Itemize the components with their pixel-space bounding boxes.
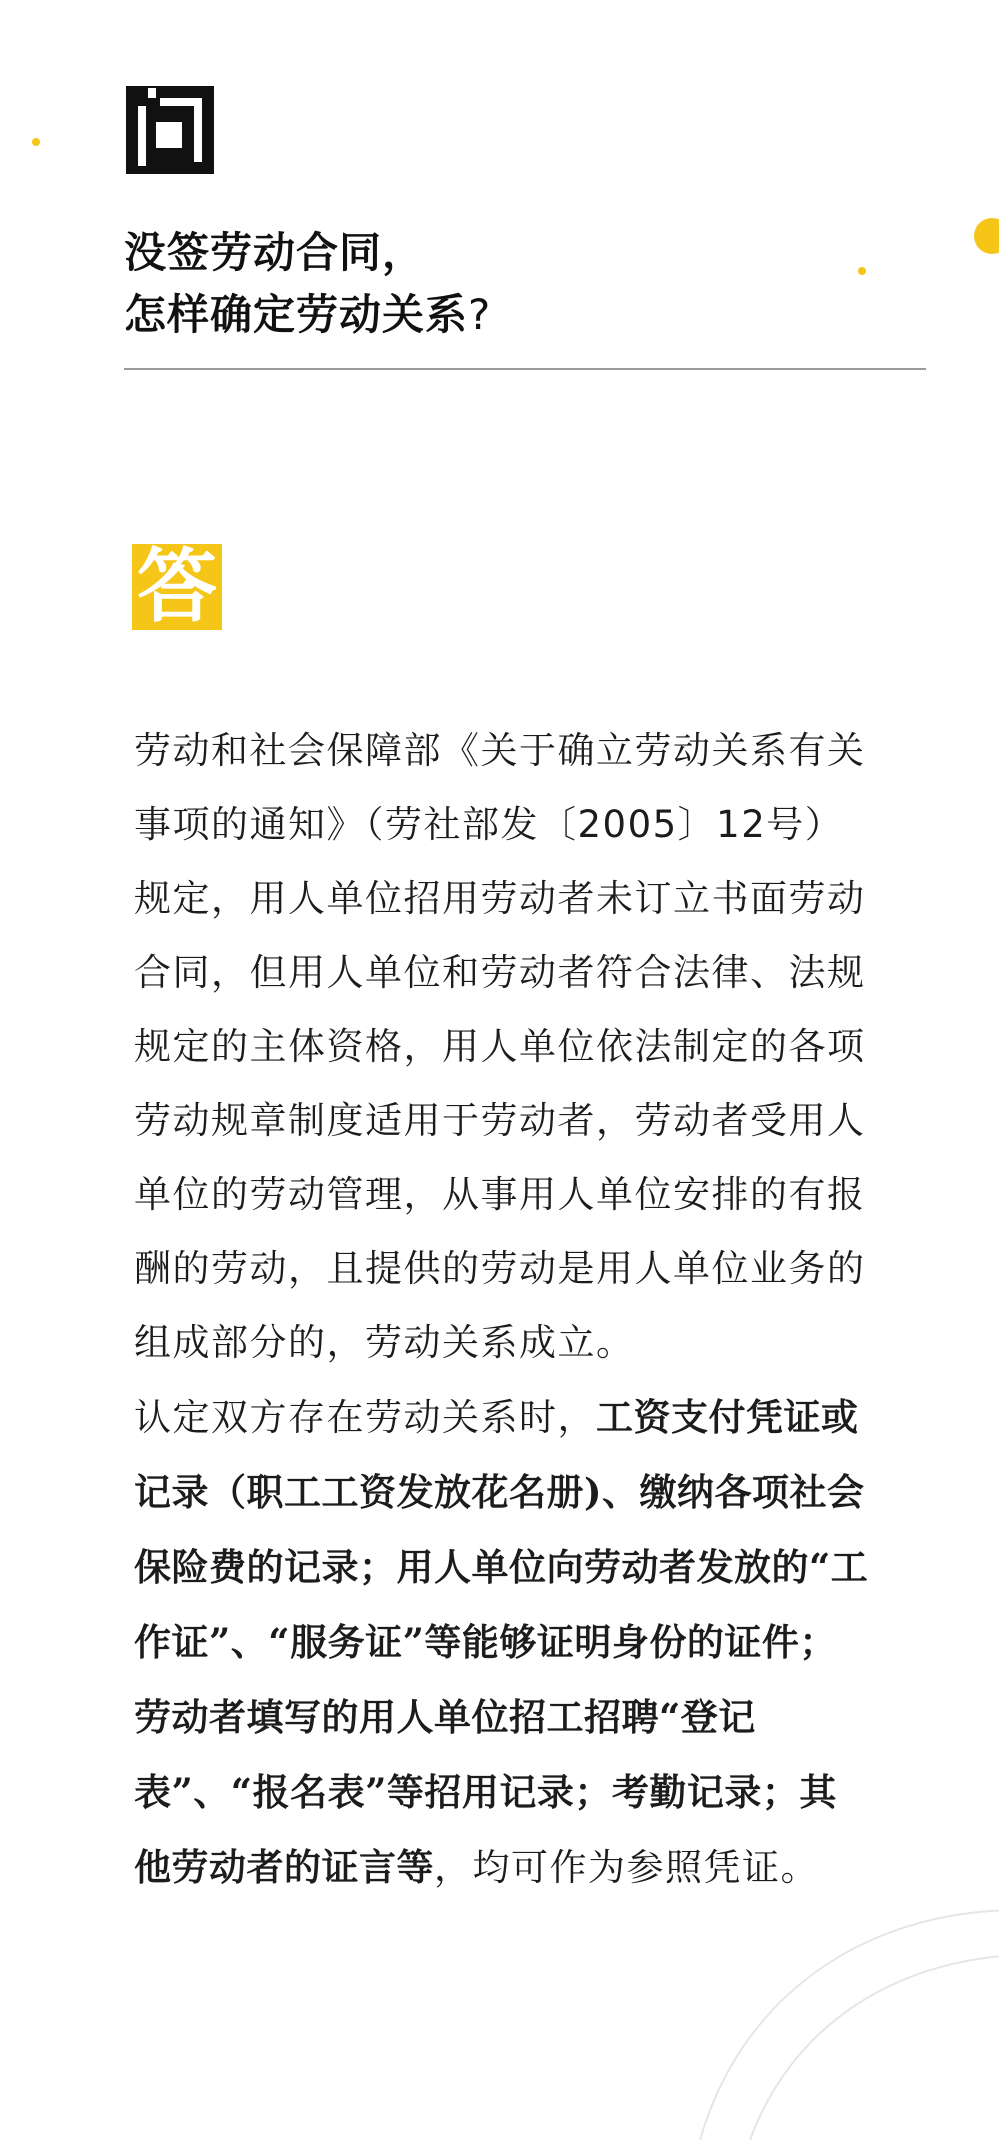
decorative-circle-right	[974, 218, 999, 254]
decorative-arc-lines	[680, 1880, 999, 2140]
answer-paragraph-2-outro: ，均可作为参照凭证。	[434, 1846, 819, 1889]
decorative-dot-left	[32, 138, 40, 146]
answer-paragraph-1: 劳动和社会保障部《关于确立劳动关系有关事项的通知》（劳社部发〔2005〕12号）规定，用人单位招用劳动者未订立书面劳动合同，但用人单位和劳动者符合法律、法规规定的主体资格，用人单位依法制定的各项劳动规章制度适用于劳动者，劳动者受用人单位的劳动管理，从事用人单位安排的有报酬的劳动，且提供的劳动是用人单位业务的组成部分的，劳动关系成立。	[134, 729, 866, 1364]
question-line-1: 没签劳动合同，	[124, 228, 426, 277]
question-title	[124, 222, 491, 346]
question-mark: ?	[468, 290, 492, 339]
answer-paragraph-2	[134, 1380, 870, 1905]
question-glyph-icon	[126, 86, 214, 174]
section-divider	[124, 368, 926, 370]
decorative-dot-right-small	[858, 267, 866, 275]
question-line-2: 怎样确定劳动关系	[124, 290, 469, 339]
answer-glyph-icon: 答	[132, 544, 222, 630]
answer-paragraph-2-intro: 认定双方存在劳动关系时，	[134, 1396, 596, 1439]
answer-body	[134, 714, 870, 1905]
answer-paragraph-2-evidence-list: 工资支付凭证或记录（职工工资发放花名册)、缴纳各项社会保险费的记录；用人单位向劳动者发放的“工作证”、“服务证”等能够证明身份的证件；劳动者填写的用人单位招工招聘“登记表”、“报名表”等招用记录；考勤记录；其他劳动者的证言等	[134, 1395, 869, 1889]
